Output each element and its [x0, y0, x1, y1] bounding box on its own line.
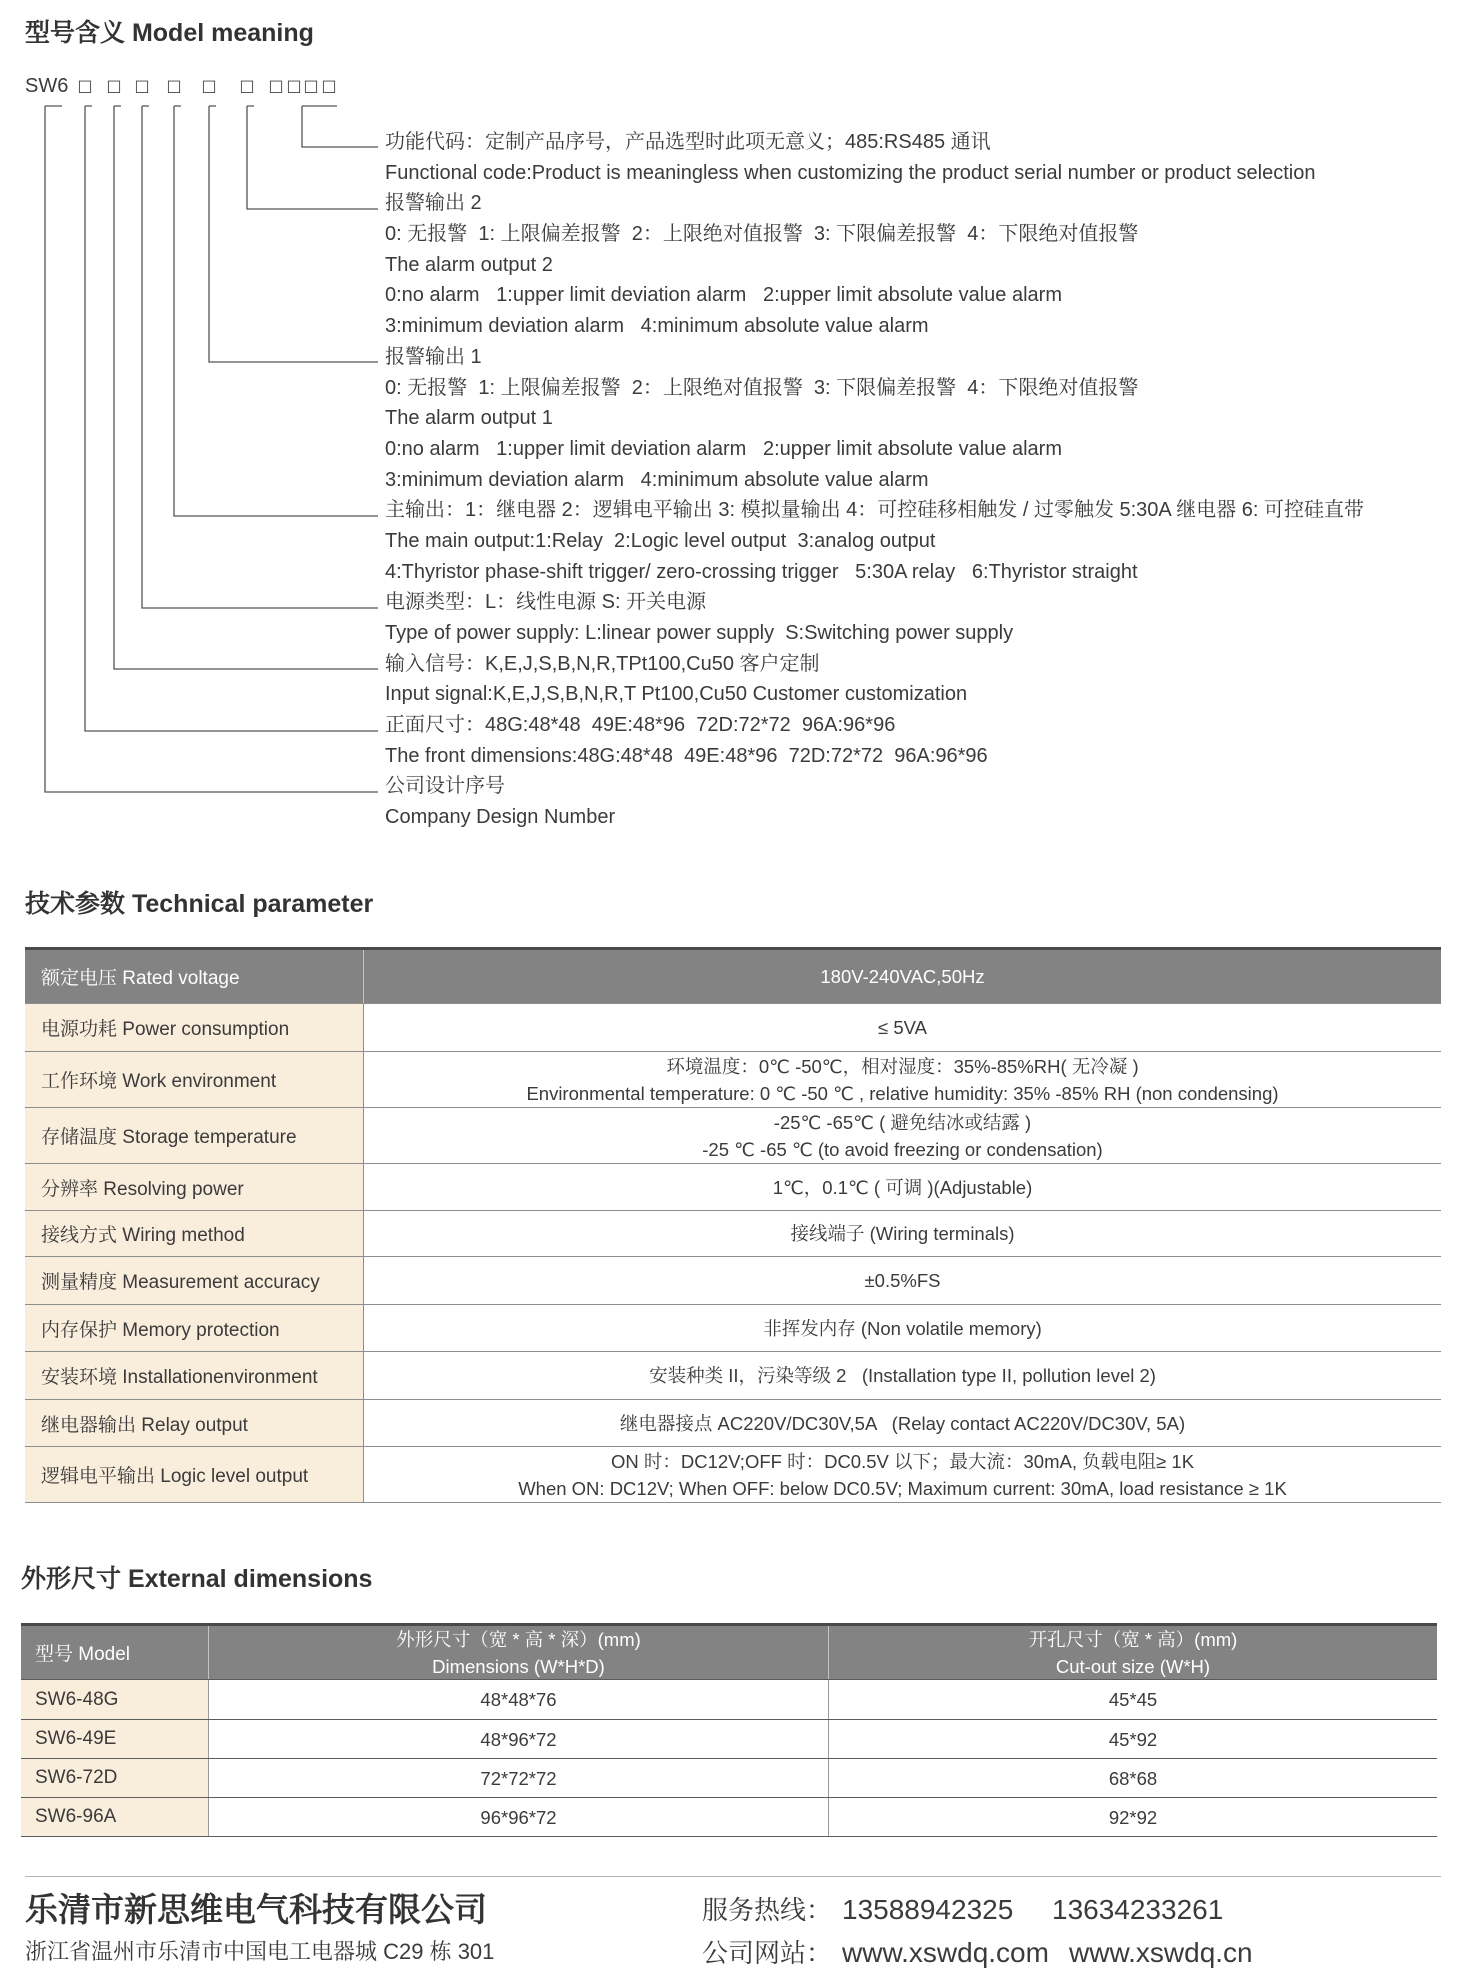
external-dimensions-table: [21, 1623, 1437, 1837]
spec-label: 继电器输出 Relay output: [25, 1400, 364, 1446]
footer-divider: [25, 1876, 1441, 1877]
spec-label: 分辨率 Resolving power: [25, 1164, 364, 1210]
cutout-value: 45*92: [1108, 1728, 1158, 1750]
spec-value: When ON: DC12V; When OFF: below DC0.5V; Maximum current: 30mA, load resistance ≥ 1K: [518, 1477, 1287, 1499]
website-url: www.xswdq.cn: [1069, 1937, 1253, 1968]
spec-value: Environmental temperature: 0 ℃ -50 ℃ , relative humidity: 35% -85% RH (non condensing): [526, 1082, 1279, 1104]
model-code-slot: □: [106, 76, 122, 95]
spec-value: -25℃ -65℃ ( 避免结冰或结露 ): [773, 1111, 1032, 1133]
spec-value: 接线端子 (Wiring terminals): [790, 1223, 1015, 1244]
model-meaning-line: 0: 无报警 1: 上限偏差报警 2：上限绝对值报警 3: 下限偏差报警 4：下限绝对值报警: [385, 376, 1139, 399]
spec-row: [25, 1164, 1441, 1211]
dimension-cell: [209, 1798, 829, 1836]
company-name: 乐清市新思维电气科技有限公司: [25, 1891, 487, 1928]
model-meaning-line: 3:minimum deviation alarm 4:minimum absolute value alarm: [385, 315, 929, 338]
spec-label: 接线方式 Wiring method: [25, 1211, 364, 1256]
model-column-header: 型号 Model: [21, 1626, 209, 1679]
spec-table-header-row: [25, 950, 1441, 1004]
connector-line-function-code: [302, 106, 378, 147]
spec-row: [25, 1211, 1441, 1257]
connector-line-front-dimensions: [85, 106, 378, 731]
header-line: 开孔尺寸（宽 * 高）(mm): [1028, 1628, 1238, 1650]
model-meaning-line: 0: 无报警 1: 上限偏差报警 2：上限绝对值报警 3: 下限偏差报警 4：下限绝对值报警: [385, 223, 1139, 246]
spec-row: [25, 1400, 1441, 1447]
model-meaning-line: 公司设计序号: [385, 775, 505, 798]
model-meaning-line: 主输出：1：继电器 2：逻辑电平输出 3: 模拟量输出 4：可控硅移相触发 / 过零触发 5:30A 继电器 6: 可控硅直带: [385, 499, 1365, 522]
spec-value: -25 ℃ -65 ℃ (to avoid freezing or condensation): [702, 1138, 1103, 1160]
external-dimensions-title: 外形尺寸 External dimensions: [21, 1565, 373, 1593]
dimension-value: 96*96*72: [480, 1806, 557, 1828]
model-meaning-line: 报警输出 1: [385, 345, 482, 368]
spec-label: 测量精度 Measurement accuracy: [25, 1257, 364, 1304]
model-code-slot: □: [134, 76, 150, 95]
spec-label: 电源功耗 Power consumption: [25, 1004, 364, 1051]
model-meaning-line: 功能代码：定制产品序号，产品选型时此项无意义；485:RS485 通讯: [385, 131, 991, 153]
connector-line-power-supply: [142, 106, 378, 608]
dimension-cell: [209, 1759, 829, 1797]
model-code-slot: □: [77, 76, 93, 95]
spec-row: [25, 1108, 1441, 1164]
model-meaning-line: 0:no alarm 1:upper limit deviation alarm 2:upper limit absolute value alarm: [385, 437, 1062, 460]
model-meaning-line: The front dimensions:48G:48*48 49E:48*96 72D:72*72 96A:96*96: [385, 744, 988, 767]
dimensions-header-row: [21, 1626, 1437, 1680]
cutout-value: 68*68: [1108, 1767, 1158, 1789]
technical-parameter-title: 技术参数 Technical parameter: [25, 890, 374, 918]
spec-value: 非挥发内存 (Non volatile memory): [763, 1317, 1042, 1339]
model-code-slot: □: [201, 76, 217, 95]
spec-row: [25, 1004, 1441, 1052]
model-code-slot: □: [286, 76, 302, 95]
spec-row: [25, 1052, 1441, 1108]
dimensions-row: [21, 1720, 1437, 1759]
website-label: 公司网站：: [702, 1938, 833, 1968]
spec-value: 继电器接点 AC220V/DC30V,5A (Relay contact AC220V/DC30V, 5A): [619, 1412, 1186, 1434]
model-meaning-line: 电源类型：L：线性电源 S: 开关电源: [385, 591, 707, 614]
spec-value: 安装种类 II，污染等级 2 (Installation type II, pollution level 2): [649, 1365, 1156, 1386]
model-meaning-line: 正面尺寸：48G:48*48 49E:48*96 72D:72*72 96A:96*96: [385, 714, 896, 737]
model-code-slot: □: [166, 76, 182, 95]
model-code-slot: □: [239, 76, 255, 95]
spec-row: [25, 1447, 1441, 1503]
spec-row: [25, 1305, 1441, 1352]
model-cell: SW6-48G: [21, 1680, 209, 1719]
connector-line-alarm-output-1: [209, 106, 378, 362]
model-meaning-line: Type of power supply: L:linear power supply S:Switching power supply: [385, 622, 1014, 644]
spec-value-cell: [364, 950, 1441, 1003]
spec-row: [25, 1352, 1441, 1400]
spec-row: [25, 1257, 1441, 1305]
model-meaning-descriptions: [385, 127, 1364, 833]
model-code-slot: □: [303, 76, 319, 95]
model-meaning-line: 输入信号：K,E,J,S,B,N,R,TPt100,Cu50 客户定制: [385, 652, 820, 675]
model-meaning-line: 3:minimum deviation alarm 4:minimum absolute value alarm: [385, 468, 929, 491]
model-meaning-line: 报警输出 2: [385, 192, 482, 215]
connector-line-input-signal: [114, 106, 378, 669]
dimension-value: 48*48*76: [480, 1689, 557, 1710]
website-url: www.xswdq.com: [842, 1937, 1049, 1968]
spec-label: 额定电压 Rated voltage: [25, 950, 364, 1003]
dimension-value: 48*96*72: [480, 1728, 557, 1750]
dimension-cell: [209, 1680, 829, 1719]
spec-value: 环境温度：0℃ -50℃，相对湿度：35%-85%RH( 无冷凝 ): [666, 1055, 1139, 1077]
connector-line-main-output: [174, 106, 378, 516]
spec-value-cell: [364, 1004, 1441, 1051]
model-code-slot: □: [321, 76, 337, 95]
header-line: 外形尺寸（宽 * 高 * 深）(mm): [396, 1628, 641, 1650]
spec-value: ±0.5%FS: [864, 1270, 941, 1291]
spec-value-cell: [364, 1400, 1441, 1446]
model-cell: SW6-49E: [21, 1720, 209, 1758]
spec-value: 1℃，0.1℃ ( 可调 )(Adjustable): [772, 1176, 1033, 1198]
model-meaning-line: Company Design Number: [385, 806, 616, 829]
company-address: 浙江省温州市乐清市中国电工电器城 C29 栋 301: [25, 1939, 495, 1964]
model-cell: SW6-96A: [21, 1798, 209, 1836]
dimensions-row: [21, 1798, 1437, 1837]
spec-label: 逻辑电平输出 Logic level output: [25, 1447, 364, 1502]
model-meaning-line: Input signal:K,E,J,S,B,N,R,T Pt100,Cu50 Customer customization: [385, 683, 968, 706]
header-line: Cut-out size (W*H): [1055, 1655, 1211, 1677]
spec-value: 180V-240VAC,50Hz: [820, 966, 985, 987]
spec-value-cell: [364, 1352, 1441, 1399]
model-meaning-line: 0:no alarm 1:upper limit deviation alarm 2:upper limit absolute value alarm: [385, 284, 1062, 307]
spec-value-cell: [364, 1108, 1441, 1163]
model-cell: SW6-72D: [21, 1759, 209, 1797]
spec-value-cell: [364, 1052, 1441, 1107]
dimension-value: 72*72*72: [480, 1767, 557, 1789]
model-meaning-line: The alarm output 1: [385, 407, 553, 430]
model-meaning-title: 型号含义 Model meaning: [25, 19, 314, 47]
connector-line-alarm-output-2: [247, 106, 378, 209]
dimensions-row: [21, 1759, 1437, 1798]
hotline-number: 13588942325: [842, 1894, 1014, 1925]
cutout-cell: [829, 1680, 1437, 1719]
spec-value: ≤ 5VA: [878, 1017, 927, 1038]
spec-value-cell: [364, 1257, 1441, 1304]
technical-parameter-table: [25, 947, 1441, 1503]
hotline-label: 服务热线：: [702, 1895, 833, 1925]
cutout-column-header: [829, 1626, 1437, 1679]
spec-value-cell: [364, 1164, 1441, 1210]
model-meaning-line: Functional code:Product is meaningless when customizing the product serial number or product selection: [385, 161, 1316, 184]
model-code-prefix: SW6: [25, 75, 69, 97]
spec-label: 安装环境 Installationenvironment: [25, 1352, 364, 1399]
header-line: Dimensions (W*H*D): [432, 1655, 605, 1677]
spec-label: 存储温度 Storage temperature: [25, 1108, 364, 1163]
dimension-cell: [209, 1720, 829, 1758]
cutout-value: 92*92: [1108, 1806, 1158, 1828]
spec-label: 内存保护 Memory protection: [25, 1305, 364, 1351]
dimensions-column-header: [209, 1626, 829, 1679]
cutout-value: 45*45: [1108, 1689, 1158, 1710]
cutout-cell: [829, 1720, 1437, 1758]
spec-value-cell: [364, 1447, 1441, 1502]
spec-value: ON 时：DC12V;OFF 时：DC0.5V 以下；最大流：30mA, 负载电阻≥ 1K: [610, 1450, 1195, 1472]
model-meaning-line: The main output:1:Relay 2:Logic level output 3:analog output: [385, 529, 936, 552]
cutout-cell: [829, 1759, 1437, 1797]
spec-value-cell: [364, 1305, 1441, 1351]
cutout-cell: [829, 1798, 1437, 1836]
model-meaning-line: The alarm output 2: [385, 253, 553, 276]
model-meaning-line: 4:Thyristor phase-shift trigger/ zero-crossing trigger 5:30A relay 6:Thyristor straight: [385, 560, 1138, 583]
spec-label: 工作环境 Work environment: [25, 1052, 364, 1107]
dimensions-row: [21, 1680, 1437, 1720]
model-code-connector-diagram: [0, 0, 400, 820]
hotline-number: 13634233261: [1052, 1894, 1224, 1925]
spec-value-cell: [364, 1211, 1441, 1256]
model-code-slot: □: [268, 76, 284, 95]
